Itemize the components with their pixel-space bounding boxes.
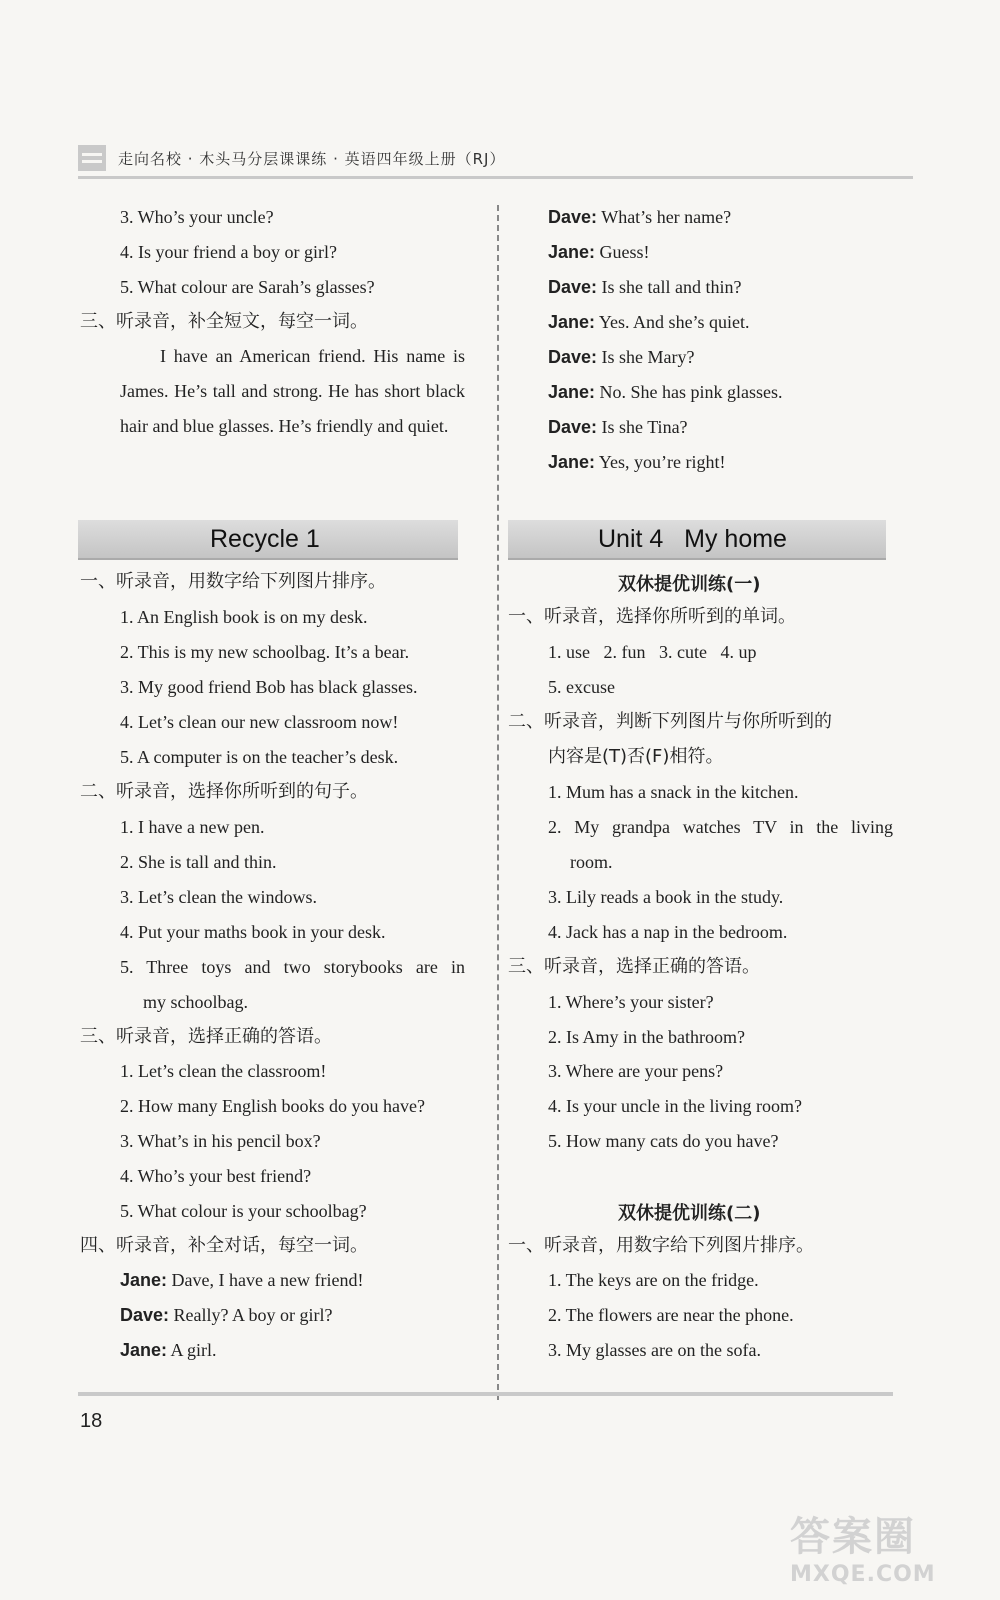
list-item: 4. Let’s clean our new classroom now!	[120, 712, 399, 732]
column-divider	[497, 205, 499, 1400]
list-item: 2. How many English books do you have?	[120, 1096, 425, 1116]
list-item: 2. The flowers are near the phone.	[548, 1305, 794, 1325]
list-item: 5. What colour are Sarah’s glasses?	[120, 277, 375, 297]
utterance: Really? A boy or girl?	[169, 1305, 333, 1325]
utterance: No. She has pink glasses.	[595, 382, 783, 402]
list-item: 1. I have a new pen.	[120, 817, 265, 837]
list-item: 2. Is Amy in the bathroom?	[548, 1027, 745, 1047]
speaker: Dave:	[548, 417, 598, 437]
header-title: 走向名校 · 木头马分层课课练 · 英语四年级上册（RJ）	[118, 150, 506, 168]
utterance: What’s her name?	[597, 207, 732, 227]
section-heading: 二、听录音，判断下列图片与你所听到的	[508, 711, 832, 732]
list-item: 4. Put your maths book in your desk.	[120, 922, 386, 942]
unit-banner	[508, 520, 886, 560]
speaker: Jane:	[548, 382, 596, 402]
list-item: 5. Three toys and two storybooks are in	[120, 957, 465, 977]
utterance: Is she tall and thin?	[597, 277, 742, 297]
utterance: Yes. And she’s quiet.	[595, 312, 750, 332]
list-item: 5. excuse	[548, 677, 615, 697]
list-item: 1. An English book is on my desk.	[120, 607, 368, 627]
speaker: Jane:	[120, 1340, 168, 1360]
list-item: 1. Mum has a snack in the kitchen.	[548, 782, 799, 802]
list-item-continuation: my schoolbag.	[143, 992, 248, 1012]
list-item: 5. A computer is on the teacher’s desk.	[120, 747, 399, 767]
section-heading: 四、听录音，补全对话，每空一词。	[80, 1235, 368, 1256]
dialog-line	[548, 450, 726, 474]
watermark-url: MXQE.COM	[790, 1562, 936, 1587]
utterance: A girl.	[167, 1340, 217, 1360]
list-item: 3. My good friend Bob has black glasses.	[120, 677, 418, 697]
dialog-line	[120, 1268, 363, 1292]
section-heading: 三、听录音，补全短文，每空一词。	[80, 311, 368, 332]
section-heading: 三、听录音，选择正确的答语。	[80, 1026, 332, 1047]
watermark	[790, 1505, 975, 1595]
paragraph: I have an American friend. His name is James. He’s tall and strong. He has short black hair and blue glasses. He’s friendly and quiet.	[120, 346, 465, 436]
list-item: 4. Is your friend a boy or girl?	[120, 242, 337, 262]
speaker: Dave:	[548, 277, 598, 297]
list-item: 5. What colour is your schoolbag?	[120, 1201, 367, 1221]
speaker: Dave:	[120, 1305, 170, 1325]
dialog-line	[548, 380, 783, 404]
section-heading: 三、听录音，选择正确的答语。	[508, 956, 760, 977]
list-item: 4. Jack has a nap in the bedroom.	[548, 922, 788, 942]
section-heading: 一、听录音，用数字给下列图片排序。	[80, 571, 386, 592]
list-item: 4. Who’s your best friend?	[120, 1166, 312, 1186]
speaker: Jane:	[548, 242, 596, 262]
speaker: Dave:	[548, 347, 598, 367]
list-item: 3. My glasses are on the sofa.	[548, 1340, 761, 1360]
utterance: Yes, you’re right!	[595, 452, 726, 472]
list-item: 1. Where’s your sister?	[548, 992, 714, 1012]
list-item: 5. How many cats do you have?	[548, 1131, 779, 1151]
list-item: 2. My grandpa watches TV in the living	[548, 817, 893, 837]
dialog-line	[548, 275, 742, 299]
dialog-line	[548, 205, 731, 229]
list-item: 2. This is my new schoolbag. It’s a bear.	[120, 642, 410, 662]
section-heading: 二、听录音，选择你所听到的句子。	[80, 781, 368, 802]
section-heading: 一、听录音，选择你所听到的单词。	[508, 606, 796, 627]
dialog-line	[548, 240, 650, 264]
dialog-line	[120, 1303, 333, 1327]
section-heading-continuation: 内容是(T)否(F)相符。	[548, 746, 724, 767]
book-icon	[78, 145, 106, 171]
list-item: 1. The keys are on the fridge.	[548, 1270, 759, 1290]
dialog-line	[120, 1338, 217, 1362]
list-item: 1. use 2. fun 3. cute 4. up	[548, 642, 757, 662]
list-item: 3. Where are your pens?	[548, 1061, 724, 1081]
sub-title: 双休提优训练(二)	[618, 1203, 761, 1224]
list-item: 3. Let’s clean the windows.	[120, 887, 317, 907]
list-item: 3. Who’s your uncle?	[120, 207, 274, 227]
list-item: 2. She is tall and thin.	[120, 852, 277, 872]
list-item: 4. Is your uncle in the living room?	[548, 1096, 802, 1116]
utterance: Guess!	[595, 242, 650, 262]
dialog-line	[548, 415, 688, 439]
utterance: Is she Tina?	[597, 417, 688, 437]
recycle-title: Recycle 1	[210, 525, 320, 553]
list-item: 3. Lily reads a book in the study.	[548, 887, 784, 907]
speaker: Jane:	[548, 312, 596, 332]
page-number: 18	[80, 1410, 103, 1432]
list-item: 3. What’s in his pencil box?	[120, 1131, 321, 1151]
page-header	[78, 140, 913, 178]
watermark-logo-text: 答案圈	[790, 1514, 916, 1560]
speaker: Dave:	[548, 207, 598, 227]
utterance: Dave, I have a new friend!	[167, 1270, 364, 1290]
section-heading: 一、听录音，用数字给下列图片排序。	[508, 1235, 814, 1256]
list-item-continuation: room.	[570, 852, 613, 872]
header-rule	[78, 176, 913, 179]
dialog-line	[548, 310, 750, 334]
speaker: Jane:	[120, 1270, 168, 1290]
list-item: 1. Let’s clean the classroom!	[120, 1061, 327, 1081]
dialog-line	[548, 345, 695, 369]
sub-title: 双休提优训练(一)	[618, 574, 761, 595]
footer-rule	[78, 1392, 893, 1396]
utterance: Is she Mary?	[597, 347, 695, 367]
unit-title: Unit 4 My home	[598, 525, 787, 553]
recycle-banner	[78, 520, 458, 560]
speaker: Jane:	[548, 452, 596, 472]
